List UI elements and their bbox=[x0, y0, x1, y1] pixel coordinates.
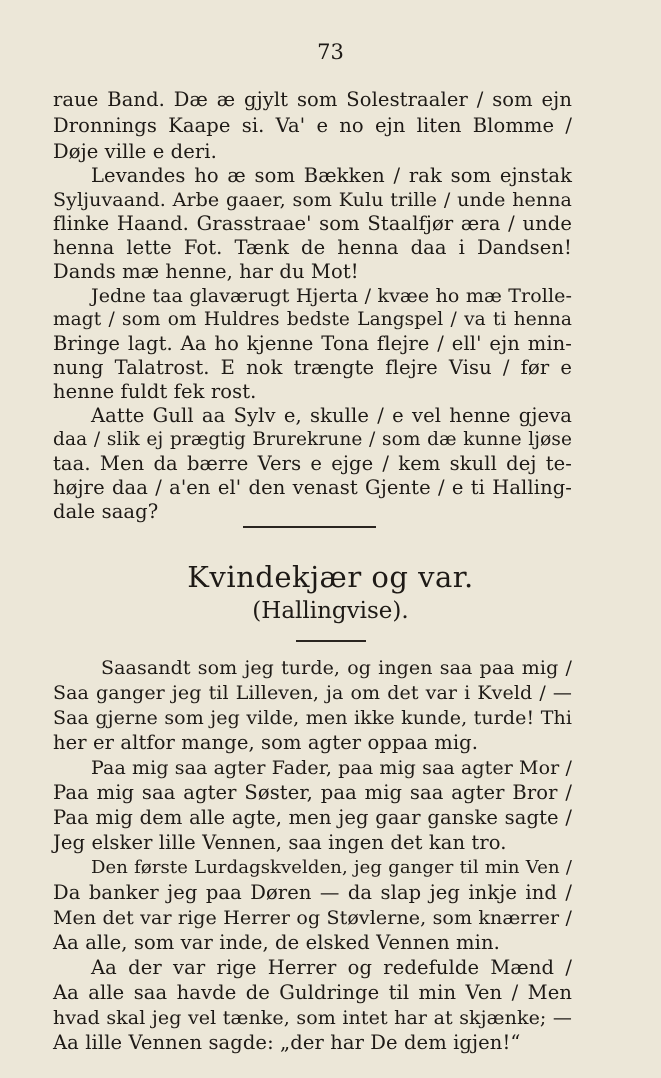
text-line: Dands mæ henne, har du Mot! bbox=[53, 260, 359, 283]
text-line: flinke Haand. Grasstraae' som Staalfjør æra / unde bbox=[53, 212, 572, 235]
text-line: Levandes ho æ som Bækken / rak som ejnstak bbox=[91, 164, 572, 187]
poem-line: Paa mig dem alle agte, men jeg gaar ganske sagte / bbox=[53, 806, 572, 829]
text-line: henne fuldt fek rost. bbox=[53, 380, 257, 403]
text-line: Dronnings Kaape si. Va' e no ejn liten Blomme / bbox=[53, 114, 572, 137]
text-line: henna lette Fot. Tænk de henna daa i Dandsen! bbox=[53, 236, 572, 259]
text-line: Aatte Gull aa Sylv e, skulle / e vel henne gjeva bbox=[91, 404, 572, 427]
poem-line: Jeg elsker lille Vennen, saa ingen det kan tro. bbox=[53, 831, 507, 854]
text-line: magt / som om Huldres bedste Langspel / va ti henna bbox=[53, 309, 572, 330]
poem-line: Aa der var rige Herrer og redefulde Mænd / bbox=[91, 956, 572, 979]
poem-subtitle: (Hallingvise). bbox=[252, 598, 409, 624]
poem-title: Kvindekjær og var. bbox=[187, 560, 474, 594]
poem-line: Da banker jeg paa Døren — da slap jeg inkje ind / bbox=[53, 881, 572, 904]
poem-line: Den første Lurdagskvelden, jeg ganger til min Ven / bbox=[91, 857, 572, 878]
poem-line: Saa gjerne som jeg vilde, men ikke kunde, turde! Thi bbox=[53, 707, 572, 729]
text-line: daa / slik ej prægtig Brurekrune / som dæ kunne ljøse bbox=[53, 429, 572, 450]
text-line: nung Talatrost. E nok trængte flejre Visu / før e bbox=[53, 356, 572, 379]
text-line: Jedne taa glaværugt Hjerta / kvæe ho mæ Trolle- bbox=[91, 285, 572, 307]
poem-line: Aa lille Vennen sagde: „der har De dem igjen!“ bbox=[53, 1031, 521, 1054]
text-line: raue Band. Dæ æ gjylt som Solestraaler / som ejn bbox=[53, 88, 572, 111]
section-divider bbox=[243, 526, 376, 528]
text-line: taa. Men da bærre Vers e ejge / kem skull dej te- bbox=[53, 452, 572, 475]
text-line: højre daa / a'en el' den venast Gjente / e ti Halling- bbox=[53, 476, 572, 499]
poem-line: Aa alle, som var inde, de elsked Vennen min. bbox=[53, 931, 500, 954]
text-line: Syljuvaand. Arbe gaaer, som Kulu trille / unde henna bbox=[53, 189, 572, 211]
poem-line: Men det var rige Herrer og Støvlerne, som knærrer / bbox=[53, 907, 572, 929]
poem-line: Saasandt som jeg turde, og ingen saa paa mig / bbox=[101, 657, 572, 679]
title-divider bbox=[296, 640, 366, 642]
poem-line: her er altfor mange, som agter oppaa mig. bbox=[53, 731, 479, 754]
poem-line: Aa alle saa havde de Guldringe til min Ven / Men bbox=[53, 981, 572, 1004]
poem-line: hvad skal jeg vel tænke, som intet har at skjænke; — bbox=[53, 1007, 572, 1029]
poem-line: Paa mig saa agter Søster, paa mig saa agter Bror / bbox=[53, 781, 572, 804]
poem-line: Paa mig saa agter Fader, paa mig saa agter Mor / bbox=[91, 757, 572, 779]
text-line: Bringe lagt. Aa ho kjenne Tona flejre / ell' ejn min- bbox=[53, 332, 572, 355]
page-number: 73 bbox=[317, 40, 344, 64]
poem-line: Saa ganger jeg til Lilleven, ja om det var i Kveld / — bbox=[53, 682, 572, 704]
text-line: dale saag? bbox=[53, 500, 159, 523]
text-line: Døje ville e deri. bbox=[53, 140, 217, 163]
